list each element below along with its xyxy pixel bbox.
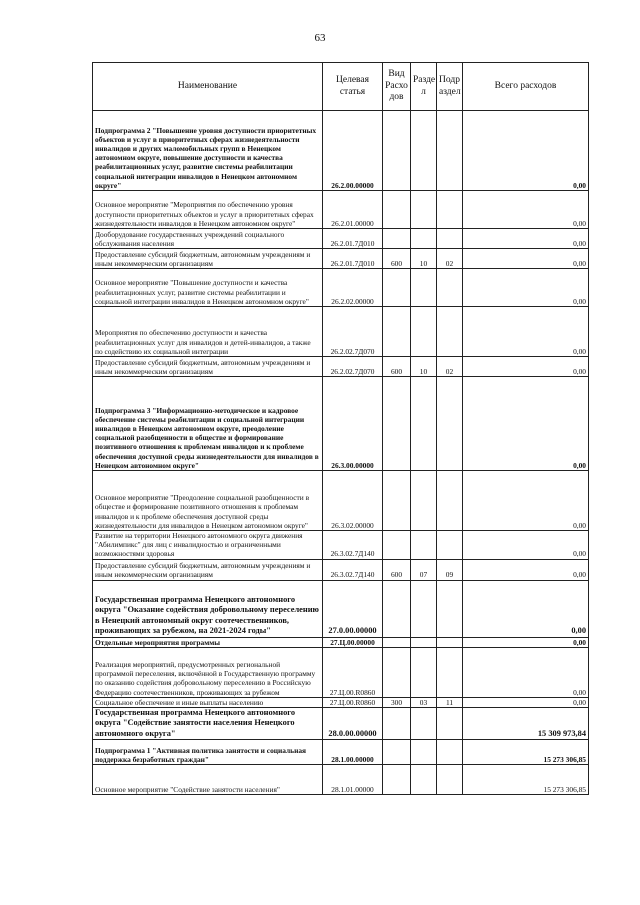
table-row bbox=[93, 307, 589, 357]
row-subsection bbox=[437, 580, 463, 637]
header-name: Наименование bbox=[93, 63, 323, 111]
row-target: 26.3.02.00000 bbox=[323, 471, 383, 531]
row-subsection bbox=[437, 229, 463, 249]
table-row bbox=[93, 559, 589, 580]
table-row bbox=[93, 647, 589, 697]
row-total: 0,00 bbox=[463, 111, 589, 191]
row-target: 28.1.00.00000 bbox=[323, 740, 383, 765]
row-type: 600 bbox=[383, 559, 411, 580]
row-subsection bbox=[437, 765, 463, 795]
row-type bbox=[383, 708, 411, 740]
row-section: 10 bbox=[411, 249, 437, 269]
row-target: 26.2.01.7Д010 bbox=[323, 249, 383, 269]
row-name: Основное мероприятие "Повышение доступности и качества реабилитационных услуг, развитие системы реабилитации и социальной интеграции инвалидов в Ненецком автономном округе" bbox=[93, 269, 323, 307]
row-section bbox=[411, 307, 437, 357]
row-type: 600 bbox=[383, 357, 411, 377]
row-name: Государственная программа Ненецкого автономного округа "Оказание содействия добровольному переселению в Ненецкий автономный округ соотечественников, проживающих за рубежом, на 2021-2024 годы" bbox=[93, 580, 323, 637]
table-row bbox=[93, 580, 589, 637]
row-target: 26.2.01.00000 bbox=[323, 191, 383, 229]
row-total: 0,00 bbox=[463, 191, 589, 229]
row-subsection bbox=[437, 269, 463, 307]
row-section bbox=[411, 647, 437, 697]
header-total: Всего расходов bbox=[463, 63, 589, 111]
row-target: 26.3.02.7Д140 bbox=[323, 531, 383, 560]
table-row bbox=[93, 471, 589, 531]
row-total: 0,00 bbox=[463, 647, 589, 697]
row-subsection bbox=[437, 647, 463, 697]
row-target: 28.0.00.00000 bbox=[323, 708, 383, 740]
table-row bbox=[93, 249, 589, 269]
row-target: 26.3.00.00000 bbox=[323, 377, 383, 471]
row-subsection: 02 bbox=[437, 249, 463, 269]
row-type bbox=[383, 471, 411, 531]
row-name: Дооборудование государственных учреждений социального обслуживания населения bbox=[93, 229, 323, 249]
header-subsection: Подр аздел bbox=[437, 63, 463, 111]
row-target: 27.0.00.00000 bbox=[323, 580, 383, 637]
row-target: 27.Ц.00.R0860 bbox=[323, 647, 383, 697]
row-subsection bbox=[437, 307, 463, 357]
row-section bbox=[411, 377, 437, 471]
row-subsection: 11 bbox=[437, 697, 463, 707]
row-section: 07 bbox=[411, 559, 437, 580]
row-total: 15 273 306,85 bbox=[463, 740, 589, 765]
row-name: Государственная программа Ненецкого автономного округа "Содействие занятости населения Ненецкого автономного округа" bbox=[93, 708, 323, 740]
row-subsection bbox=[437, 531, 463, 560]
row-subsection bbox=[437, 111, 463, 191]
row-section bbox=[411, 531, 437, 560]
row-target: 27.Ц.00.R0860 bbox=[323, 697, 383, 707]
row-total: 0,00 bbox=[463, 471, 589, 531]
row-target: 26.2.01.7Д010 bbox=[323, 229, 383, 249]
row-type bbox=[383, 637, 411, 647]
row-section: 03 bbox=[411, 697, 437, 707]
row-section bbox=[411, 471, 437, 531]
row-section bbox=[411, 111, 437, 191]
row-total: 15 273 306,85 bbox=[463, 765, 589, 795]
budget-table bbox=[92, 62, 589, 795]
row-subsection bbox=[437, 377, 463, 471]
row-name: Подпрограмма 3 "Информационно-методическое и кадровое обеспечение системы реабилитации и социальной интеграции инвалидов в Ненецком автономном округе, преодоление социальной разобщенности в обществе и формирование позитивного отношения к проблемам инвалидов и к проблеме обеспечения доступной среды жизнедеятельности для инвалидов в Ненецком автономном округе" bbox=[93, 377, 323, 471]
row-type bbox=[383, 269, 411, 307]
row-section bbox=[411, 229, 437, 249]
table-row bbox=[93, 111, 589, 191]
row-total: 0,00 bbox=[463, 697, 589, 707]
row-target: 28.1.01.00000 bbox=[323, 765, 383, 795]
row-total: 0,00 bbox=[463, 637, 589, 647]
row-type bbox=[383, 647, 411, 697]
row-total: 0,00 bbox=[463, 559, 589, 580]
row-type bbox=[383, 307, 411, 357]
row-total: 0,00 bbox=[463, 531, 589, 560]
row-type bbox=[383, 531, 411, 560]
table-row bbox=[93, 697, 589, 707]
row-subsection bbox=[437, 740, 463, 765]
row-target: 26.2.02.7Д070 bbox=[323, 357, 383, 377]
row-type bbox=[383, 111, 411, 191]
table-row bbox=[93, 531, 589, 560]
table-row bbox=[93, 269, 589, 307]
row-name: Отдельные мероприятия программы bbox=[93, 637, 323, 647]
row-total: 0,00 bbox=[463, 357, 589, 377]
row-type: 300 bbox=[383, 697, 411, 707]
row-name: Предоставление субсидий бюджетным, автономным учреждениям и иным некоммерческим организациям bbox=[93, 249, 323, 269]
table-row bbox=[93, 191, 589, 229]
table-row bbox=[93, 229, 589, 249]
row-type bbox=[383, 740, 411, 765]
row-type bbox=[383, 765, 411, 795]
row-name: Основное мероприятие "Мероприятия по обеспечению уровня доступности приоритетных объектов и услуг в приоритетных сферах жизнедеятельности инвалидов в Ненецком автономном округе" bbox=[93, 191, 323, 229]
row-total: 0,00 bbox=[463, 377, 589, 471]
row-type bbox=[383, 191, 411, 229]
row-total: 0,00 bbox=[463, 249, 589, 269]
header-type: Вид Расхо дов bbox=[383, 63, 411, 111]
table-row bbox=[93, 765, 589, 795]
row-target: 27.Ц.00.00000 bbox=[323, 637, 383, 647]
row-subsection bbox=[437, 637, 463, 647]
table-header-row bbox=[93, 63, 589, 111]
row-subsection bbox=[437, 191, 463, 229]
row-section bbox=[411, 765, 437, 795]
row-name: Социальное обеспечение и иные выплаты населению bbox=[93, 697, 323, 707]
table-row bbox=[93, 708, 589, 740]
row-section bbox=[411, 740, 437, 765]
row-name: Реализация мероприятий, предусмотренных региональной программой переселения, включённой в Государственную программу по оказанию содействия добровольному переселению в Российскую Федерацию соотечественников, проживающих за рубежом bbox=[93, 647, 323, 697]
row-name: Развитие на территории Ненецкого автономного округа движения "Абилимпикс" для лиц с инвалидностью и ограниченными возможностями здоровья bbox=[93, 531, 323, 560]
row-subsection bbox=[437, 708, 463, 740]
row-section: 10 bbox=[411, 357, 437, 377]
row-type: 600 bbox=[383, 249, 411, 269]
row-name: Основное мероприятие "Преодоление социальной разобщенности в обществе и формирование позитивного отношения к проблемам инвалидов и к проблеме обеспечения доступной среды жизнедеятельности для инвалидов в Ненецком автономном округе" bbox=[93, 471, 323, 531]
row-name: Подпрограмма 1 "Активная политика занятости и социальная поддержка безработных граждан" bbox=[93, 740, 323, 765]
row-total: 0,00 bbox=[463, 269, 589, 307]
header-section: Разде л bbox=[411, 63, 437, 111]
row-total: 0,00 bbox=[463, 307, 589, 357]
row-name: Предоставление субсидий бюджетным, автономным учреждениям и иным некоммерческим организациям bbox=[93, 559, 323, 580]
row-subsection: 02 bbox=[437, 357, 463, 377]
row-total: 0,00 bbox=[463, 229, 589, 249]
row-total: 15 309 973,84 bbox=[463, 708, 589, 740]
header-target: Целевая статья bbox=[323, 63, 383, 111]
row-type bbox=[383, 377, 411, 471]
row-section bbox=[411, 708, 437, 740]
row-name: Предоставление субсидий бюджетным, автономным учреждениям и иным некоммерческим организациям bbox=[93, 357, 323, 377]
row-total: 0,00 bbox=[463, 580, 589, 637]
row-name: Подпрограмма 2 "Повышение уровня доступности приоритетных объектов и услуг в приоритетных сферах жизнедеятельности инвалидов и других маломобильных групп в Ненецком автономном округе, повышение доступности и качества реабилитационных услуг, развитие системы реабилитации социальной интеграции инвалидов в Ненецком автономном округе" bbox=[93, 111, 323, 191]
row-target: 26.2.00.00000 bbox=[323, 111, 383, 191]
table-row bbox=[93, 377, 589, 471]
table-row bbox=[93, 637, 589, 647]
row-section bbox=[411, 269, 437, 307]
row-name: Основное мероприятие "Содействие занятости населения" bbox=[93, 765, 323, 795]
row-target: 26.3.02.7Д140 bbox=[323, 559, 383, 580]
row-name: Мероприятия по обеспечению доступности и качества реабилитационных услуг для инвалидов и детей-инвалидов, а также по содействию их социальной интеграции bbox=[93, 307, 323, 357]
row-type bbox=[383, 580, 411, 637]
row-section bbox=[411, 637, 437, 647]
row-type bbox=[383, 229, 411, 249]
table-row bbox=[93, 740, 589, 765]
table-row bbox=[93, 357, 589, 377]
row-subsection bbox=[437, 471, 463, 531]
row-section bbox=[411, 191, 437, 229]
row-target: 26.2.02.7Д070 bbox=[323, 307, 383, 357]
page-number: 63 bbox=[314, 32, 326, 44]
row-subsection: 09 bbox=[437, 559, 463, 580]
row-target: 26.2.02.00000 bbox=[323, 269, 383, 307]
row-section bbox=[411, 580, 437, 637]
